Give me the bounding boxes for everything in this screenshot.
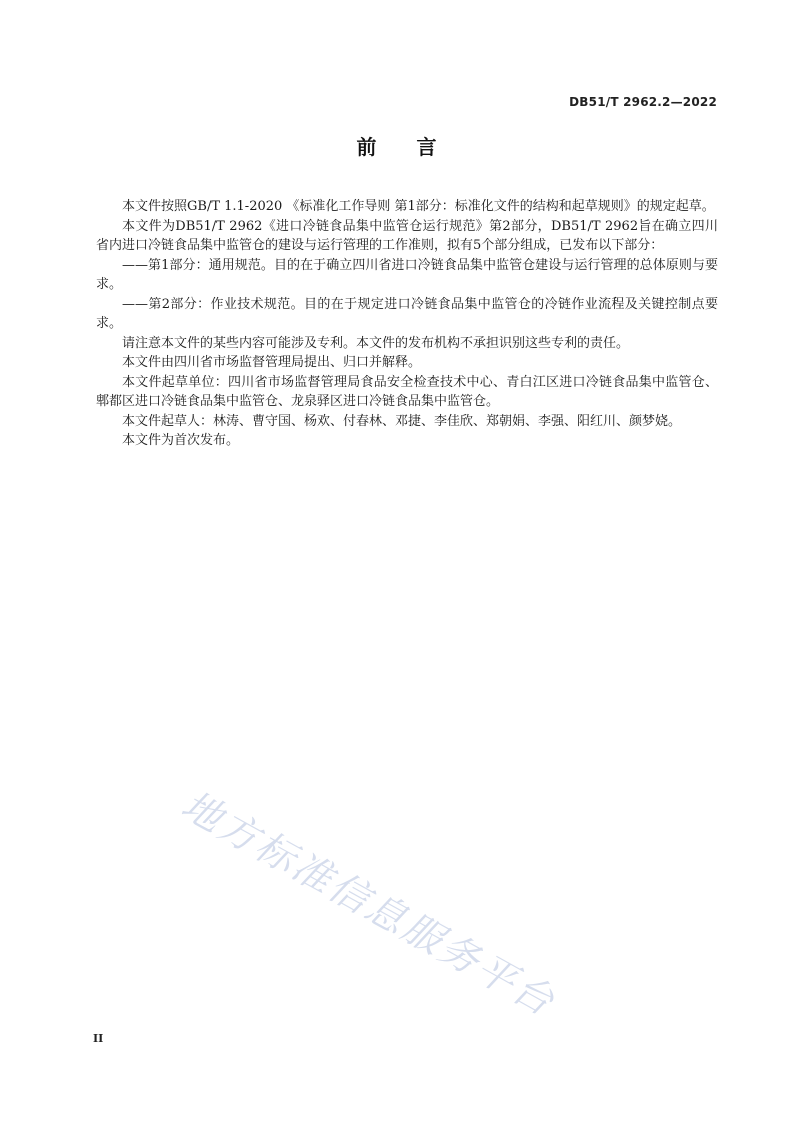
paragraph-drafting-units: 本文件起草单位：四川省市场监督管理局食品安全检查技术中心、青白江区进口冷链食品集中监管仓、郫都区进口冷链食品集中监管仓、龙泉驿区进口冷链食品集中监管仓。 [96,374,718,409]
paragraph-patent-notice: 请注意本文件的某些内容可能涉及专利。本文件的发布机构不承担识别这些专利的责任。 [122,335,630,351]
paragraph-drafters: 本文件起草人：林涛、曹守国、杨欢、付春林、邓捷、李佳欣、郑朝娟、李强、阳红川、颜梦娆。 [122,413,682,429]
page-title: 前言 [356,135,477,159]
foreword-body [96,197,718,451]
paragraph-proposer: 本文件由四川省市场监督管理局提出、归口并解释。 [122,355,422,370]
document-code: DB51/T 2962.2—2022 [569,95,717,109]
paragraph-part-1: ——第1部分：通用规范。目的在于确立四川省进口冷链食品集中监管仓建设与运行管理的总体原则与要求。 [96,257,718,292]
paragraph-part-2: ——第2部分：作业技术规范。目的在于规定进口冷链食品集中监管仓的冷链作业流程及关键控制点要求。 [96,296,718,331]
paragraph-drafting-rules: 本文件按照GB/T 1.1-2020 《标准化工作导则 第1部分：标准化文件的结构和起草规则》的规定起草。 [122,199,715,214]
paragraph-series-scope: 本文件为DB51/T 2962《进口冷链食品集中监管仓运行规范》第2部分，DB51/T 2962旨在确立四川省内进口冷链食品集中监管仓的建设与运行管理的工作准则，拟有5个部分组成，已发布以下部分： [96,218,718,253]
page-number: II [93,1032,104,1045]
paragraph-first-release: 本文件为首次发布。 [122,433,240,448]
watermark: 地方标准信息服务平台 [173,782,563,1026]
